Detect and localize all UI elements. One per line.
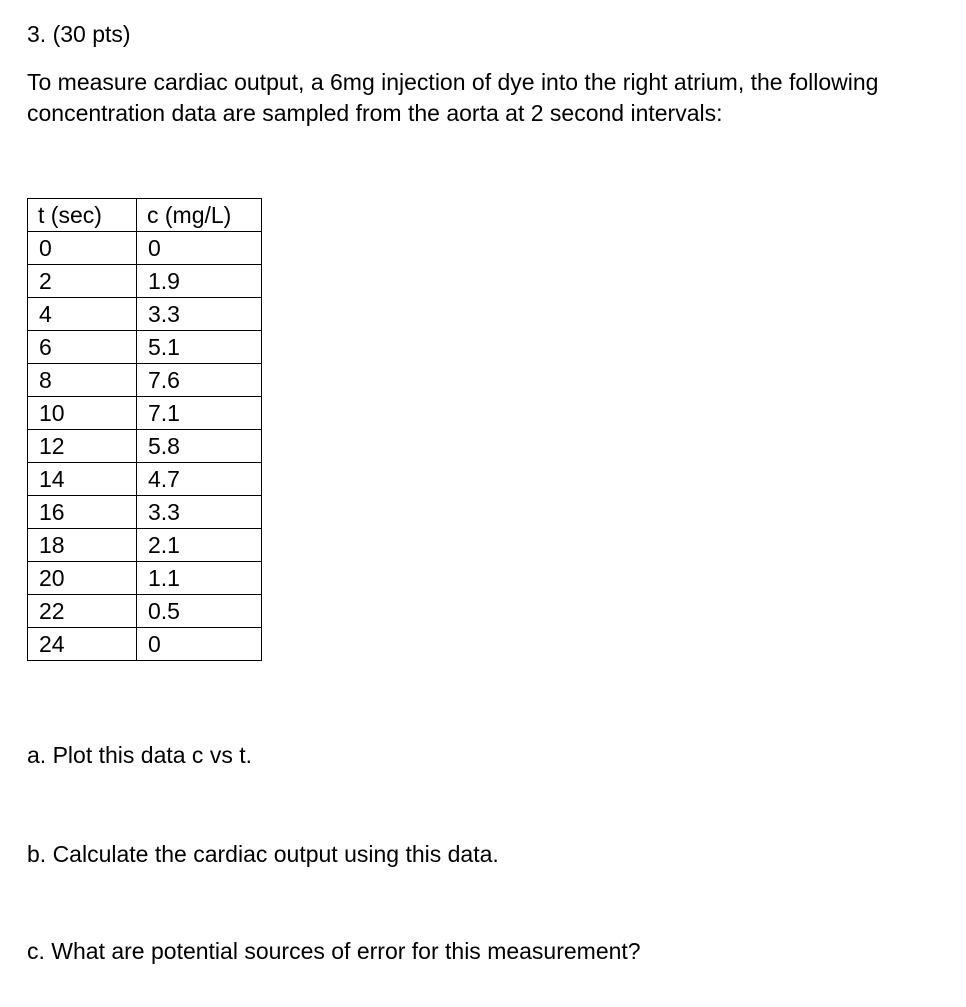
time-cell: 6 bbox=[28, 331, 137, 364]
table-row bbox=[28, 331, 262, 364]
table-row bbox=[28, 364, 262, 397]
concentration-data-table bbox=[27, 198, 262, 661]
table-row bbox=[28, 430, 262, 463]
concentration-cell: 4.7 bbox=[137, 463, 262, 496]
concentration-cell: 2.1 bbox=[137, 529, 262, 562]
concentration-cell: 0 bbox=[137, 628, 262, 661]
concentration-cell: 5.1 bbox=[137, 331, 262, 364]
table-row bbox=[28, 562, 262, 595]
table-row bbox=[28, 628, 262, 661]
time-cell: 10 bbox=[28, 397, 137, 430]
concentration-cell: 3.3 bbox=[137, 298, 262, 331]
table-header-row bbox=[28, 199, 262, 232]
time-cell: 22 bbox=[28, 595, 137, 628]
question-b: b. Calculate the cardiac output using this data. bbox=[27, 841, 499, 867]
table-row bbox=[28, 463, 262, 496]
concentration-cell: 1.1 bbox=[137, 562, 262, 595]
table-row bbox=[28, 397, 262, 430]
time-cell: 2 bbox=[28, 265, 137, 298]
table-row bbox=[28, 265, 262, 298]
time-cell: 12 bbox=[28, 430, 137, 463]
time-cell: 0 bbox=[28, 232, 137, 265]
time-cell: 4 bbox=[28, 298, 137, 331]
concentration-cell: 0 bbox=[137, 232, 262, 265]
table-row bbox=[28, 595, 262, 628]
time-cell: 24 bbox=[28, 628, 137, 661]
concentration-cell: 7.6 bbox=[137, 364, 262, 397]
problem-intro-line-1: To measure cardiac output, a 6mg injection of dye into the right atrium, the following bbox=[27, 69, 879, 95]
concentration-cell: 0.5 bbox=[137, 595, 262, 628]
concentration-cell: 7.1 bbox=[137, 397, 262, 430]
concentration-cell: 5.8 bbox=[137, 430, 262, 463]
time-cell: 18 bbox=[28, 529, 137, 562]
table-row bbox=[28, 298, 262, 331]
table-row bbox=[28, 496, 262, 529]
time-cell: 20 bbox=[28, 562, 137, 595]
problem-intro-line-2: concentration data are sampled from the aorta at 2 second intervals: bbox=[27, 100, 723, 126]
header-time: t (sec) bbox=[28, 199, 137, 232]
problem-intro bbox=[27, 67, 878, 129]
header-concentration: c (mg/L) bbox=[137, 199, 262, 232]
table-body bbox=[28, 232, 262, 661]
question-a: a. Plot this data c vs t. bbox=[27, 742, 252, 768]
concentration-cell: 3.3 bbox=[137, 496, 262, 529]
problem-heading: 3. (30 pts) bbox=[27, 21, 131, 47]
time-cell: 14 bbox=[28, 463, 137, 496]
time-cell: 8 bbox=[28, 364, 137, 397]
question-c: c. What are potential sources of error for this measurement? bbox=[27, 938, 641, 964]
table-row bbox=[28, 529, 262, 562]
table-row bbox=[28, 232, 262, 265]
time-cell: 16 bbox=[28, 496, 137, 529]
concentration-cell: 1.9 bbox=[137, 265, 262, 298]
